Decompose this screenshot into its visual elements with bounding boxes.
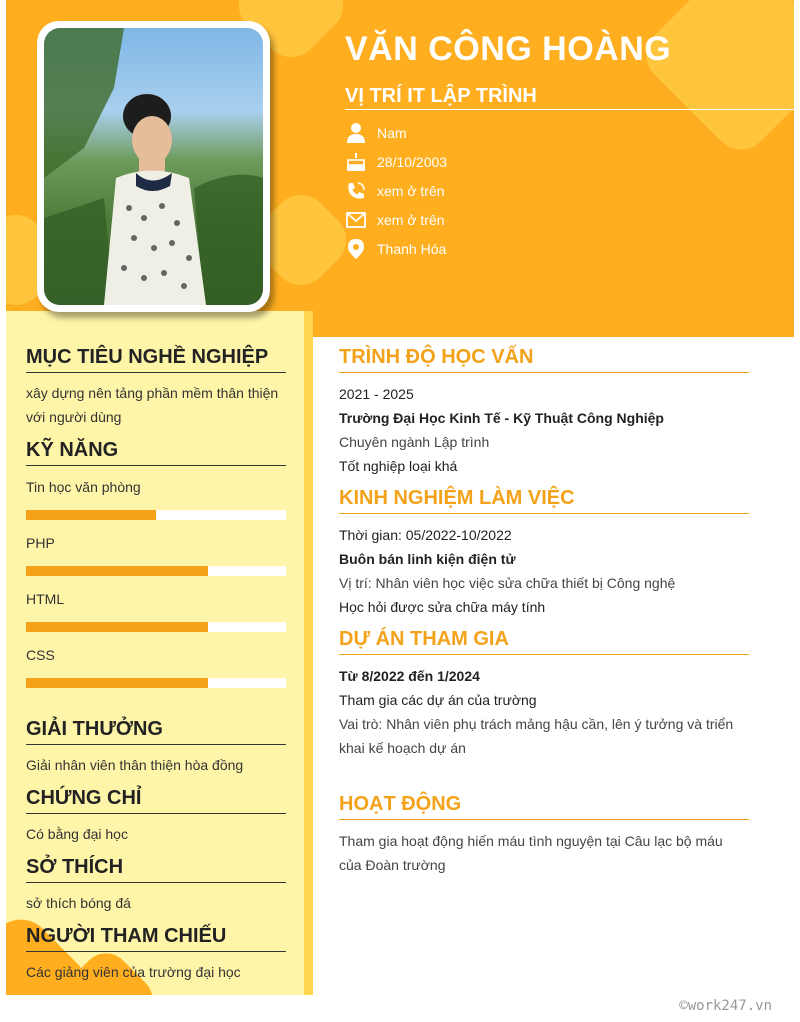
sidebar-edge: [304, 311, 313, 995]
section-title: GIẢI THƯỞNG: [26, 718, 163, 740]
contact-email-text: xem ở trên: [377, 212, 445, 228]
email-icon: [345, 209, 367, 231]
person-icon: [345, 122, 367, 144]
skill-label: PHP: [26, 535, 55, 551]
section-title: DỰ ÁN THAM GIA: [339, 628, 509, 650]
section-experience: [339, 487, 749, 619]
section-title: MỤC TIÊU NGHỀ NGHIỆP: [26, 346, 269, 368]
experience-time: Thời gian: 05/2022-10/2022: [339, 527, 512, 543]
skill-bar: [26, 566, 286, 576]
education-major: Chuyên ngành Lập trình: [339, 434, 490, 450]
section-divider: [339, 819, 749, 820]
experience-role: Vị trí: Nhân viên học việc sửa chữa thiết bị Công nghệ: [339, 575, 676, 591]
section-activities: [339, 793, 749, 877]
contact-birthday: [345, 151, 447, 173]
skill-bar-fill: [26, 510, 156, 520]
candidate-name: VĂN CÔNG HOÀNG: [345, 30, 672, 68]
skill-bar: [26, 510, 286, 520]
section-projects: [339, 628, 749, 760]
project-description: Tham gia các dự án của trường: [339, 692, 537, 708]
section-education: [339, 346, 749, 478]
skill-bar-fill: [26, 622, 208, 632]
section-divider: [339, 513, 749, 514]
section-hobbies: [26, 856, 286, 915]
contact-birthday-text: 28/10/2003: [377, 154, 448, 170]
section-title: HOẠT ĐỘNG: [339, 793, 462, 815]
section-skills: [26, 439, 286, 466]
skill-label: Tin học văn phòng: [26, 479, 141, 495]
contact-location: [345, 238, 446, 260]
activities-text: Tham gia hoạt động hiến máu tình nguyện tại Câu lạc bộ máu của Đoàn trường: [339, 833, 723, 873]
section-title: CHỨNG CHỈ: [26, 787, 142, 809]
skill-bar: [26, 622, 286, 632]
project-role: Vai trò: Nhân viên phụ trách mảng hậu cần, lên ý tưởng và triển khai kế hoạch dự án: [339, 716, 734, 756]
section-certificates: [26, 787, 286, 846]
experience-company: Buôn bán linh kiện điện tử: [339, 551, 516, 567]
section-awards: [26, 718, 286, 777]
section-divider: [26, 744, 286, 745]
profile-photo-illustration: [44, 28, 263, 305]
education-result: Tốt nghiệp loại khá: [339, 458, 458, 474]
contact-gender-text: Nam: [377, 125, 407, 141]
section-title: NGƯỜI THAM CHIẾU: [26, 925, 227, 947]
section-title: KỸ NĂNG: [26, 439, 119, 461]
cv-page: [6, 0, 794, 995]
profile-photo-frame: [37, 21, 270, 312]
section-divider: [26, 813, 286, 814]
skill-bar-fill: [26, 678, 208, 688]
position-divider: [345, 109, 794, 110]
section-divider: [26, 882, 286, 883]
project-time: Từ 8/2022 đến 1/2024: [339, 668, 480, 684]
contact-gender: [345, 122, 407, 144]
section-title: KINH NGHIỆM LÀM VIỆC: [339, 487, 575, 509]
awards-text: Giải nhân viên thân thiện hòa đồng: [26, 757, 244, 773]
phone-icon: [345, 180, 367, 202]
section-objective: [26, 346, 286, 429]
contact-phone-text: xem ở trên: [377, 183, 445, 199]
contact-email: [345, 209, 445, 231]
certificates-text: Có bằng đại học: [26, 826, 128, 842]
experience-detail: Học hỏi được sửa chữa máy tính: [339, 599, 546, 615]
contact-phone: [345, 180, 445, 202]
profile-photo: [44, 28, 263, 305]
section-references: [26, 925, 286, 984]
section-title: SỞ THÍCH: [26, 856, 124, 878]
contact-location-text: Thanh Hóa: [377, 241, 447, 257]
section-divider: [26, 951, 286, 952]
hobbies-text: sở thích bóng đá: [26, 895, 131, 911]
section-divider: [26, 372, 286, 373]
section-divider: [26, 465, 286, 466]
references-text: Các giảng viên của trường đại học: [26, 964, 241, 980]
section-divider: [339, 654, 749, 655]
skill-label: CSS: [26, 647, 55, 663]
job-position: VỊ TRÍ IT LẬP TRÌNH: [345, 85, 537, 107]
education-period: 2021 - 2025: [339, 386, 414, 402]
section-title: TRÌNH ĐỘ HỌC VẤN: [339, 346, 534, 368]
skill-label: HTML: [26, 591, 65, 607]
location-pin-icon: [345, 238, 367, 260]
education-school: Trường Đại Học Kinh Tế - Kỹ Thuật Công Nghiệp: [339, 410, 664, 426]
birthday-cake-icon: [345, 151, 367, 173]
skill-bar-fill: [26, 566, 208, 576]
objective-text: xây dựng nên tảng phần mềm thân thiện với người dùng: [26, 385, 279, 425]
skill-bar: [26, 678, 286, 688]
section-divider: [339, 372, 749, 373]
watermark: ©work247.vn: [679, 998, 772, 1014]
